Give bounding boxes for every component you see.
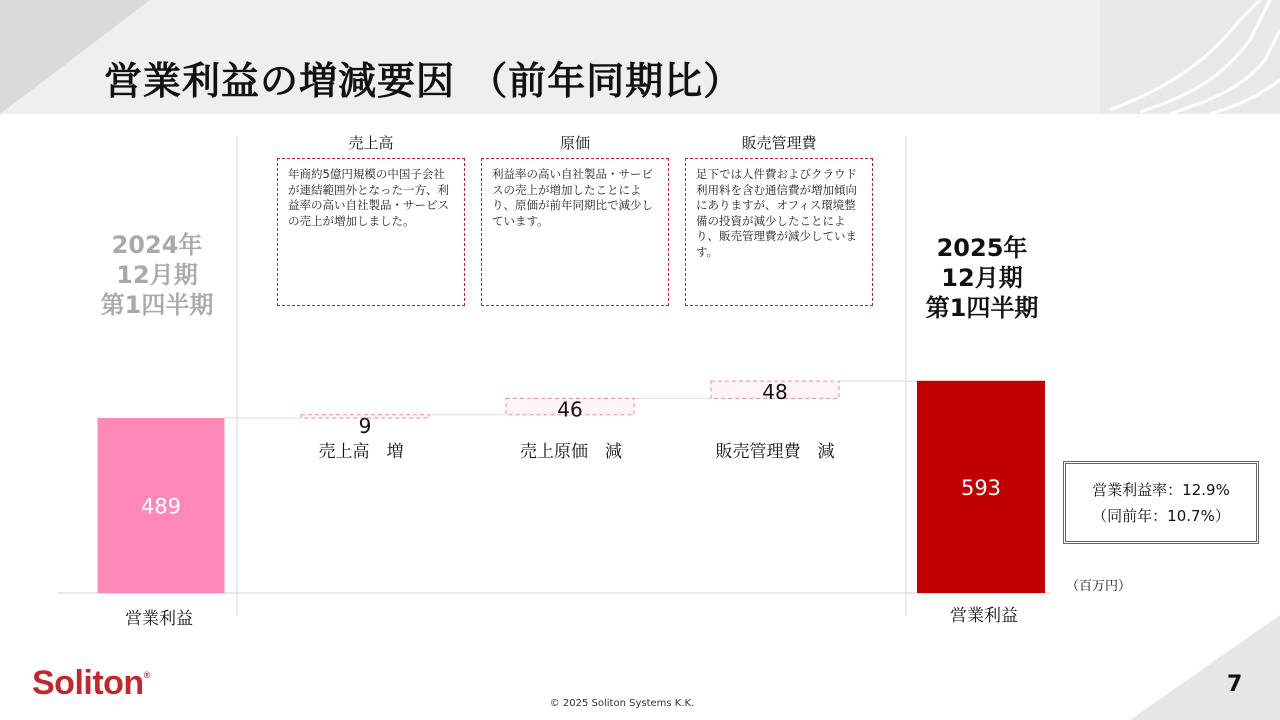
factor-label-cost: 売上原価 減 xyxy=(520,442,622,462)
value-label-delta-3: 48 xyxy=(762,380,788,405)
bar-caption-prev: 営業利益 xyxy=(125,609,193,629)
page-number: 7 xyxy=(1227,672,1243,697)
factor-label-sales: 売上高 増 xyxy=(318,442,404,462)
factor-label-sga: 販売管理費 減 xyxy=(715,442,835,462)
factor-heading-sga: 販売管理費 xyxy=(741,134,817,152)
operating-margin-previous: （同前年：10.7%） xyxy=(1092,506,1230,525)
factor-description-cost: 利益率の高い自社製品・サービスの売上が増加したことにより、原価が前年同期比で減少しています。 xyxy=(481,158,669,306)
value-label-prev: 489 xyxy=(140,494,182,519)
period-curr-term: 12月期 xyxy=(941,264,1023,292)
period-curr-year: 2025年 xyxy=(936,234,1028,262)
bar-caption-curr: 営業利益 xyxy=(950,606,1018,626)
operating-margin-box xyxy=(1063,461,1259,544)
value-label-delta-2: 46 xyxy=(557,397,583,422)
page-title: 営業利益の増減要因 （前年同期比） xyxy=(104,59,743,103)
value-label-delta-1: 9 xyxy=(358,413,372,438)
period-prev-term: 12月期 xyxy=(116,261,198,289)
factor-description-sales: 年商約5億円規模の中国子会社が連結範囲外となった一方、利益率の高い自社製品・サービスの売上が増加しました。 xyxy=(277,158,465,306)
unit-label: （百万円） xyxy=(1066,579,1132,594)
copyright: © 2025 Soliton Systems K.K. xyxy=(549,698,695,709)
logo-registered-mark: ® xyxy=(143,670,150,680)
factor-heading-cost: 原価 xyxy=(559,134,590,152)
factor-heading-sales: 売上高 xyxy=(348,134,394,152)
factor-description-sga: 足下では人件費およびクラウド利用料を含む通信費が増加傾向にありますが、オフィス環境整備の投資が減少したことにより、販売管理費が減少しています。 xyxy=(685,158,873,306)
logo-text: Soliton xyxy=(32,664,144,702)
operating-margin-current: 営業利益率：12.9% xyxy=(1092,480,1230,499)
period-curr-quarter: 第1四半期 xyxy=(925,294,1039,322)
period-prev-quarter: 第1四半期 xyxy=(100,291,214,319)
period-prev-year: 2024年 xyxy=(111,231,203,259)
value-label-curr: 593 xyxy=(960,475,1002,500)
